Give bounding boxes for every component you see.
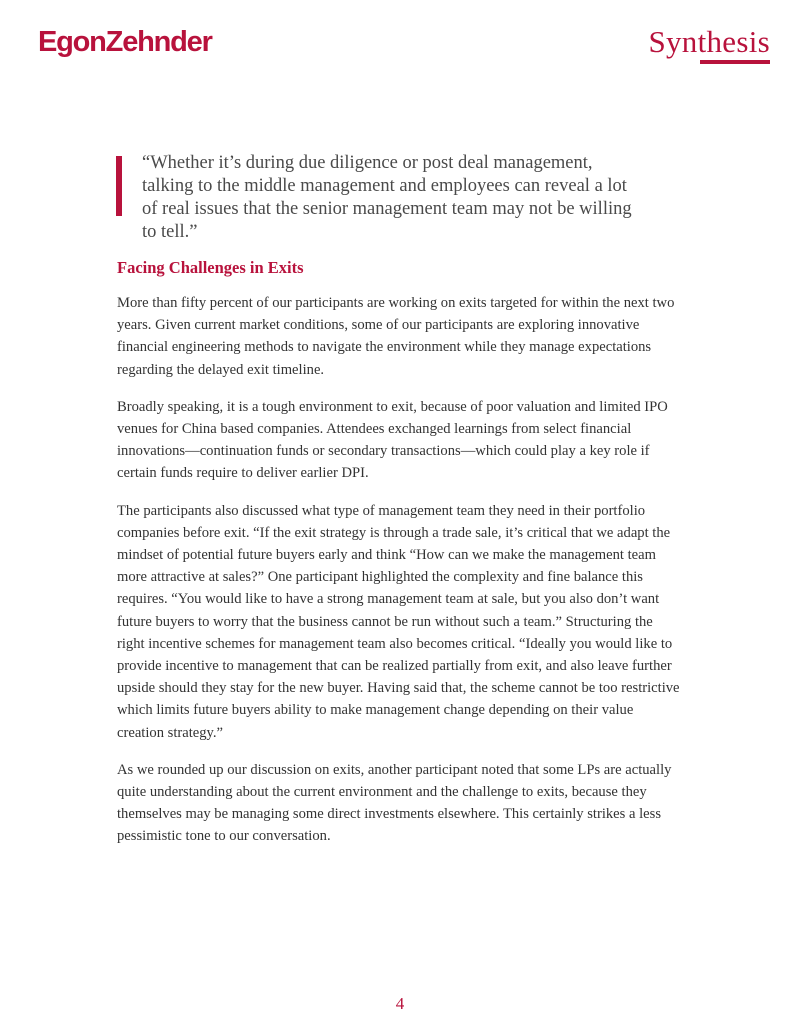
article-body bbox=[117, 258, 682, 863]
publication-underline bbox=[700, 60, 770, 64]
paragraph-2: Broadly speaking, it is a tough environment to exit, because of poor valuation and limited IPO venues for China based companies. Attendees exchanged learnings from select financial innovations—continuation funds or secondary transactions—which could play a key role if certain funds require to deliver earlier DPI. bbox=[117, 398, 668, 482]
publication-name: Synthesis bbox=[648, 24, 770, 59]
pull-quote bbox=[116, 152, 646, 244]
quote-accent-bar bbox=[116, 156, 122, 216]
pull-quote-text: “Whether it’s during due diligence or post deal management, talking to the middle management and employees can reveal a lot of real issues that the senior management team may not be willing to tell.” bbox=[142, 153, 632, 242]
paragraph-3: The participants also discussed what type of management team they need in their portfolio companies before exit. “If the exit strategy is through a trade sale, it’s critical that we adapt the mindset of potential future buyers early and think “How can we make the management team more attractive at sales?” One participant highlighted the complexity and fine balance this requires. “You would like to have a strong management team at sale, but you also don’t want future buyers to worry that the business cannot be run without such a team.” Structuring the right incentive schemes for management team also becomes critical. “Ideally you would like to provide incentive to management that can be realized partially from exit, and also leave further upside should they stay for the new buyer. Having said that, the scheme cannot be too restrictive which limits future buyers ability to make management change depending on their value creation strategy.” bbox=[117, 502, 680, 741]
paragraph-4: As we rounded up our discussion on exits, another participant noted that some LPs are actually quite understanding about the current environment and the challenge to exits, because they themselves may be managing some direct investments elsewhere. This certainly strikes a less pessimistic tone to our conversation. bbox=[117, 761, 672, 845]
section-heading: Facing Challenges in Exits bbox=[117, 258, 304, 277]
publication-title bbox=[648, 26, 770, 64]
paragraph-1: More than fifty percent of our participants are working on exits targeted for within the next two years. Given current market conditions, some of our participants are exploring innovative financial engineering methods to navigate the environment while they manage expectations regarding the delayed exit timeline. bbox=[117, 295, 675, 378]
brand-logo: EgonZehnder bbox=[38, 26, 212, 58]
page-number: 4 bbox=[395, 994, 405, 1013]
